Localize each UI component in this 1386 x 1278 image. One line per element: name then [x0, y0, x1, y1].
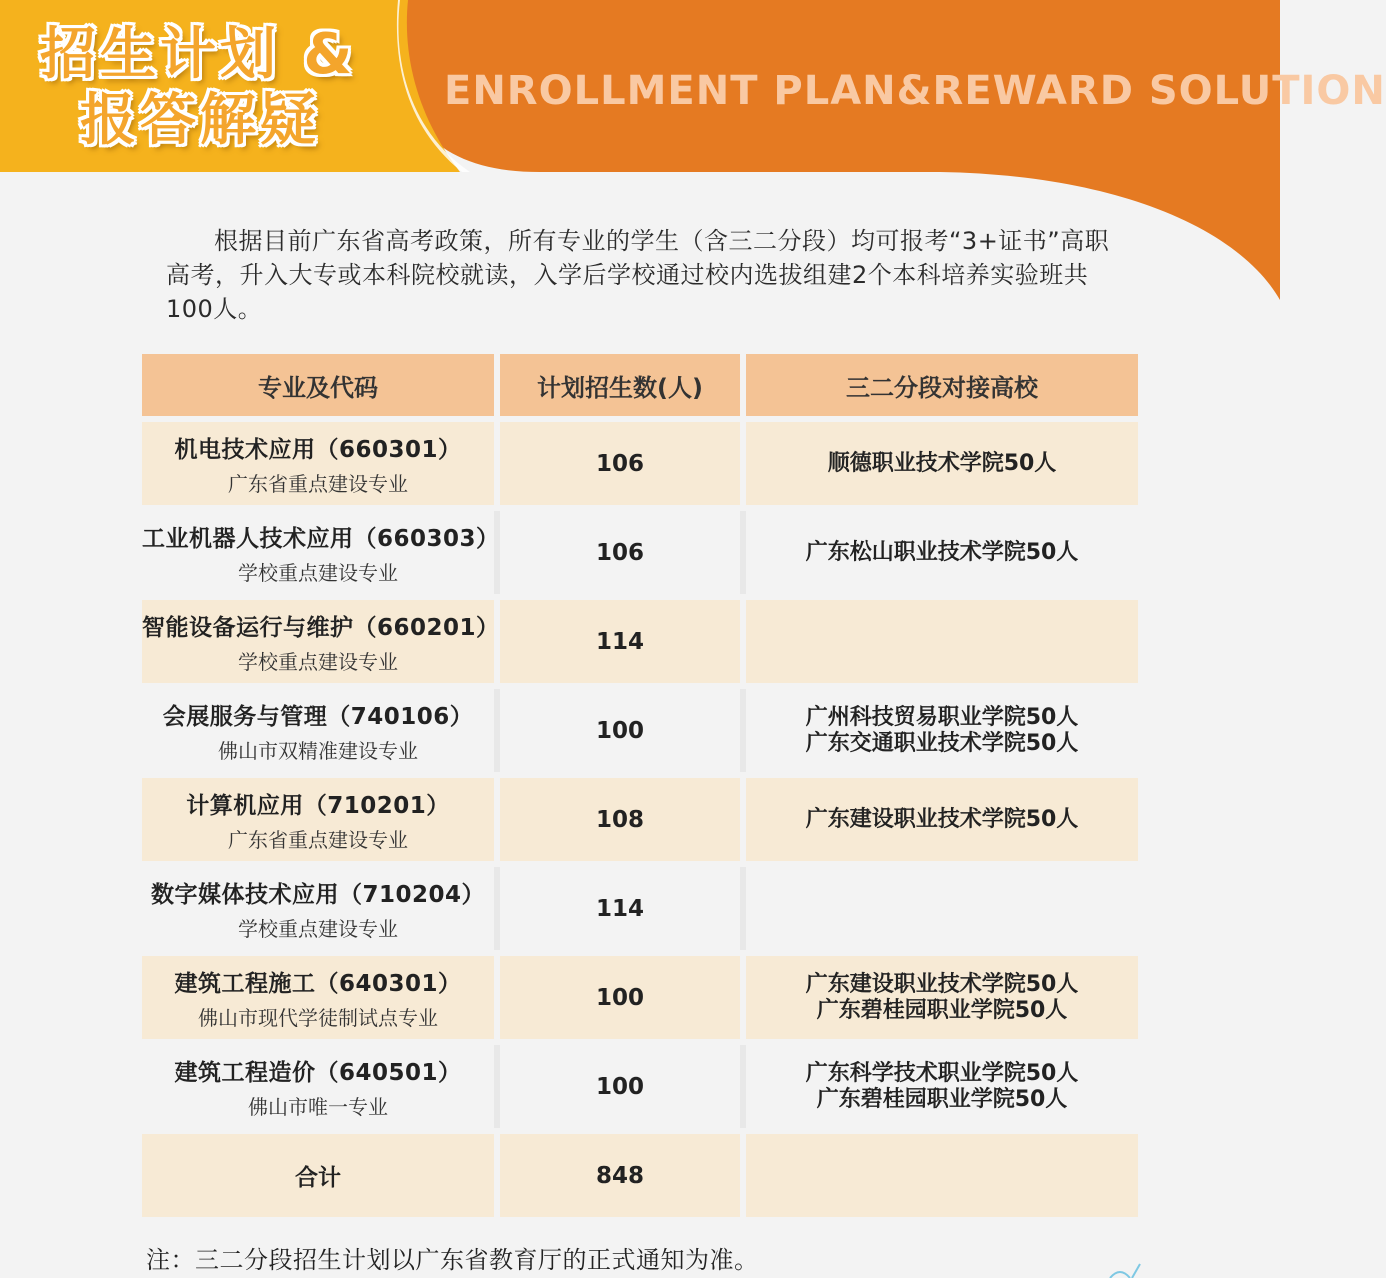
- enrollment-table: [142, 354, 1138, 1223]
- major-note: 佛山市双精准建设专业: [218, 738, 418, 763]
- total-count-text: 848: [595, 1162, 644, 1189]
- major-cell: [142, 511, 500, 594]
- major-name: 数字媒体技术应用（710204）: [150, 881, 486, 908]
- count-cell: [500, 422, 740, 505]
- table-body: [142, 422, 1138, 1128]
- table-header-row: [142, 354, 1138, 416]
- school-name: 广东松山职业技术学院50人: [805, 539, 1079, 565]
- table-row: [142, 778, 1138, 861]
- count-value: 108: [595, 806, 644, 833]
- school-name: 顺德职业技术学院50人: [827, 450, 1057, 476]
- count-value: 106: [595, 450, 644, 477]
- count-cell: [500, 867, 740, 950]
- table-row: [142, 956, 1138, 1039]
- major-cell: [142, 600, 500, 683]
- major-note: 学校重点建设专业: [238, 560, 398, 585]
- english-title: ENROLLMENT PLAN&REWARD SOLUTION: [444, 68, 1386, 114]
- school-cell: [746, 778, 1138, 861]
- major-note: 佛山市现代学徒制试点专业: [198, 1005, 438, 1030]
- title-line-1: 招生计划 &: [40, 22, 357, 87]
- chinese-title: [40, 22, 356, 154]
- count-cell: [500, 600, 740, 683]
- table-row: [142, 600, 1138, 683]
- school-name: 广州科技贸易职业学院50人: [805, 704, 1079, 730]
- count-value: 106: [595, 539, 644, 566]
- count-cell: [500, 778, 740, 861]
- count-value: 114: [595, 895, 644, 922]
- major-name: 机电技术应用（660301）: [174, 436, 462, 463]
- school-cell: [746, 1045, 1138, 1128]
- school-name: 广东建设职业技术学院50人: [805, 971, 1079, 997]
- major-cell: [142, 1045, 494, 1128]
- major-note: 学校重点建设专业: [238, 916, 398, 941]
- major-name: 计算机应用（710201）: [186, 792, 450, 819]
- count-cell: [500, 956, 740, 1039]
- school-name: 广东碧桂园职业学院50人: [816, 1086, 1068, 1112]
- count-cell: [500, 689, 740, 772]
- major-cell: [142, 867, 494, 950]
- major-name: 工业机器人技术应用（660303）: [142, 525, 500, 552]
- count-cell: [500, 511, 740, 594]
- school-name: 广东碧桂园职业学院50人: [816, 997, 1068, 1023]
- count-value: 100: [595, 1073, 644, 1100]
- header-major: 专业及代码: [142, 354, 494, 416]
- table-row: [142, 422, 1138, 505]
- table-total-row: [142, 1134, 1138, 1217]
- decorative-sparkle-icon: [1100, 1258, 1160, 1278]
- major-note: 广东省重点建设专业: [228, 827, 408, 852]
- school-cell: [746, 422, 1138, 505]
- school-cell: [746, 867, 1138, 950]
- major-note: 广东省重点建设专业: [228, 471, 408, 496]
- major-name: 建筑工程造价（640501）: [174, 1059, 462, 1086]
- title-line-2: 报答解疑: [80, 88, 320, 153]
- total-label-text: 合计: [295, 1165, 341, 1191]
- school-name: 广东建设职业技术学院50人: [805, 806, 1079, 832]
- header-count: 计划招生数(人): [500, 354, 740, 416]
- major-name: 会展服务与管理（740106）: [162, 703, 474, 730]
- major-name: 智能设备运行与维护（660201）: [142, 614, 500, 641]
- school-name: 广东交通职业技术学院50人: [805, 730, 1079, 756]
- total-school-empty: [746, 1134, 1138, 1217]
- table-row: [142, 511, 1138, 594]
- major-cell: [142, 778, 494, 861]
- table-row: [142, 689, 1138, 772]
- school-name: 广东科学技术职业学院50人: [805, 1060, 1079, 1086]
- intro-paragraph: 根据目前广东省高考政策，所有专业的学生（含三二分段）均可报考“3+证书”高职高考，升入大专或本科院校就读，入学后学校通过校内选拔组建2个本科培养实验班共100人。: [166, 227, 1110, 323]
- school-cell: [746, 600, 1138, 683]
- major-note: 学校重点建设专业: [238, 649, 398, 674]
- count-value: 114: [595, 628, 644, 655]
- footnote: 注：三二分段招生计划以广东省教育厅的正式通知为准。: [146, 1246, 759, 1274]
- header-school: 三二分段对接高校: [746, 354, 1138, 416]
- count-value: 100: [595, 984, 644, 1011]
- major-cell: [142, 689, 494, 772]
- table-row: [142, 1045, 1138, 1128]
- school-cell: [746, 689, 1138, 772]
- major-cell: [142, 422, 494, 505]
- school-cell: [746, 956, 1138, 1039]
- total-label: [142, 1134, 494, 1217]
- major-note: 佛山市唯一专业: [248, 1094, 388, 1119]
- major-cell: [142, 956, 494, 1039]
- major-name: 建筑工程施工（640301）: [174, 970, 462, 997]
- count-value: 100: [595, 717, 644, 744]
- table-row: [142, 867, 1138, 950]
- school-cell: [746, 511, 1138, 594]
- count-cell: [500, 1045, 740, 1128]
- total-count: [500, 1134, 740, 1217]
